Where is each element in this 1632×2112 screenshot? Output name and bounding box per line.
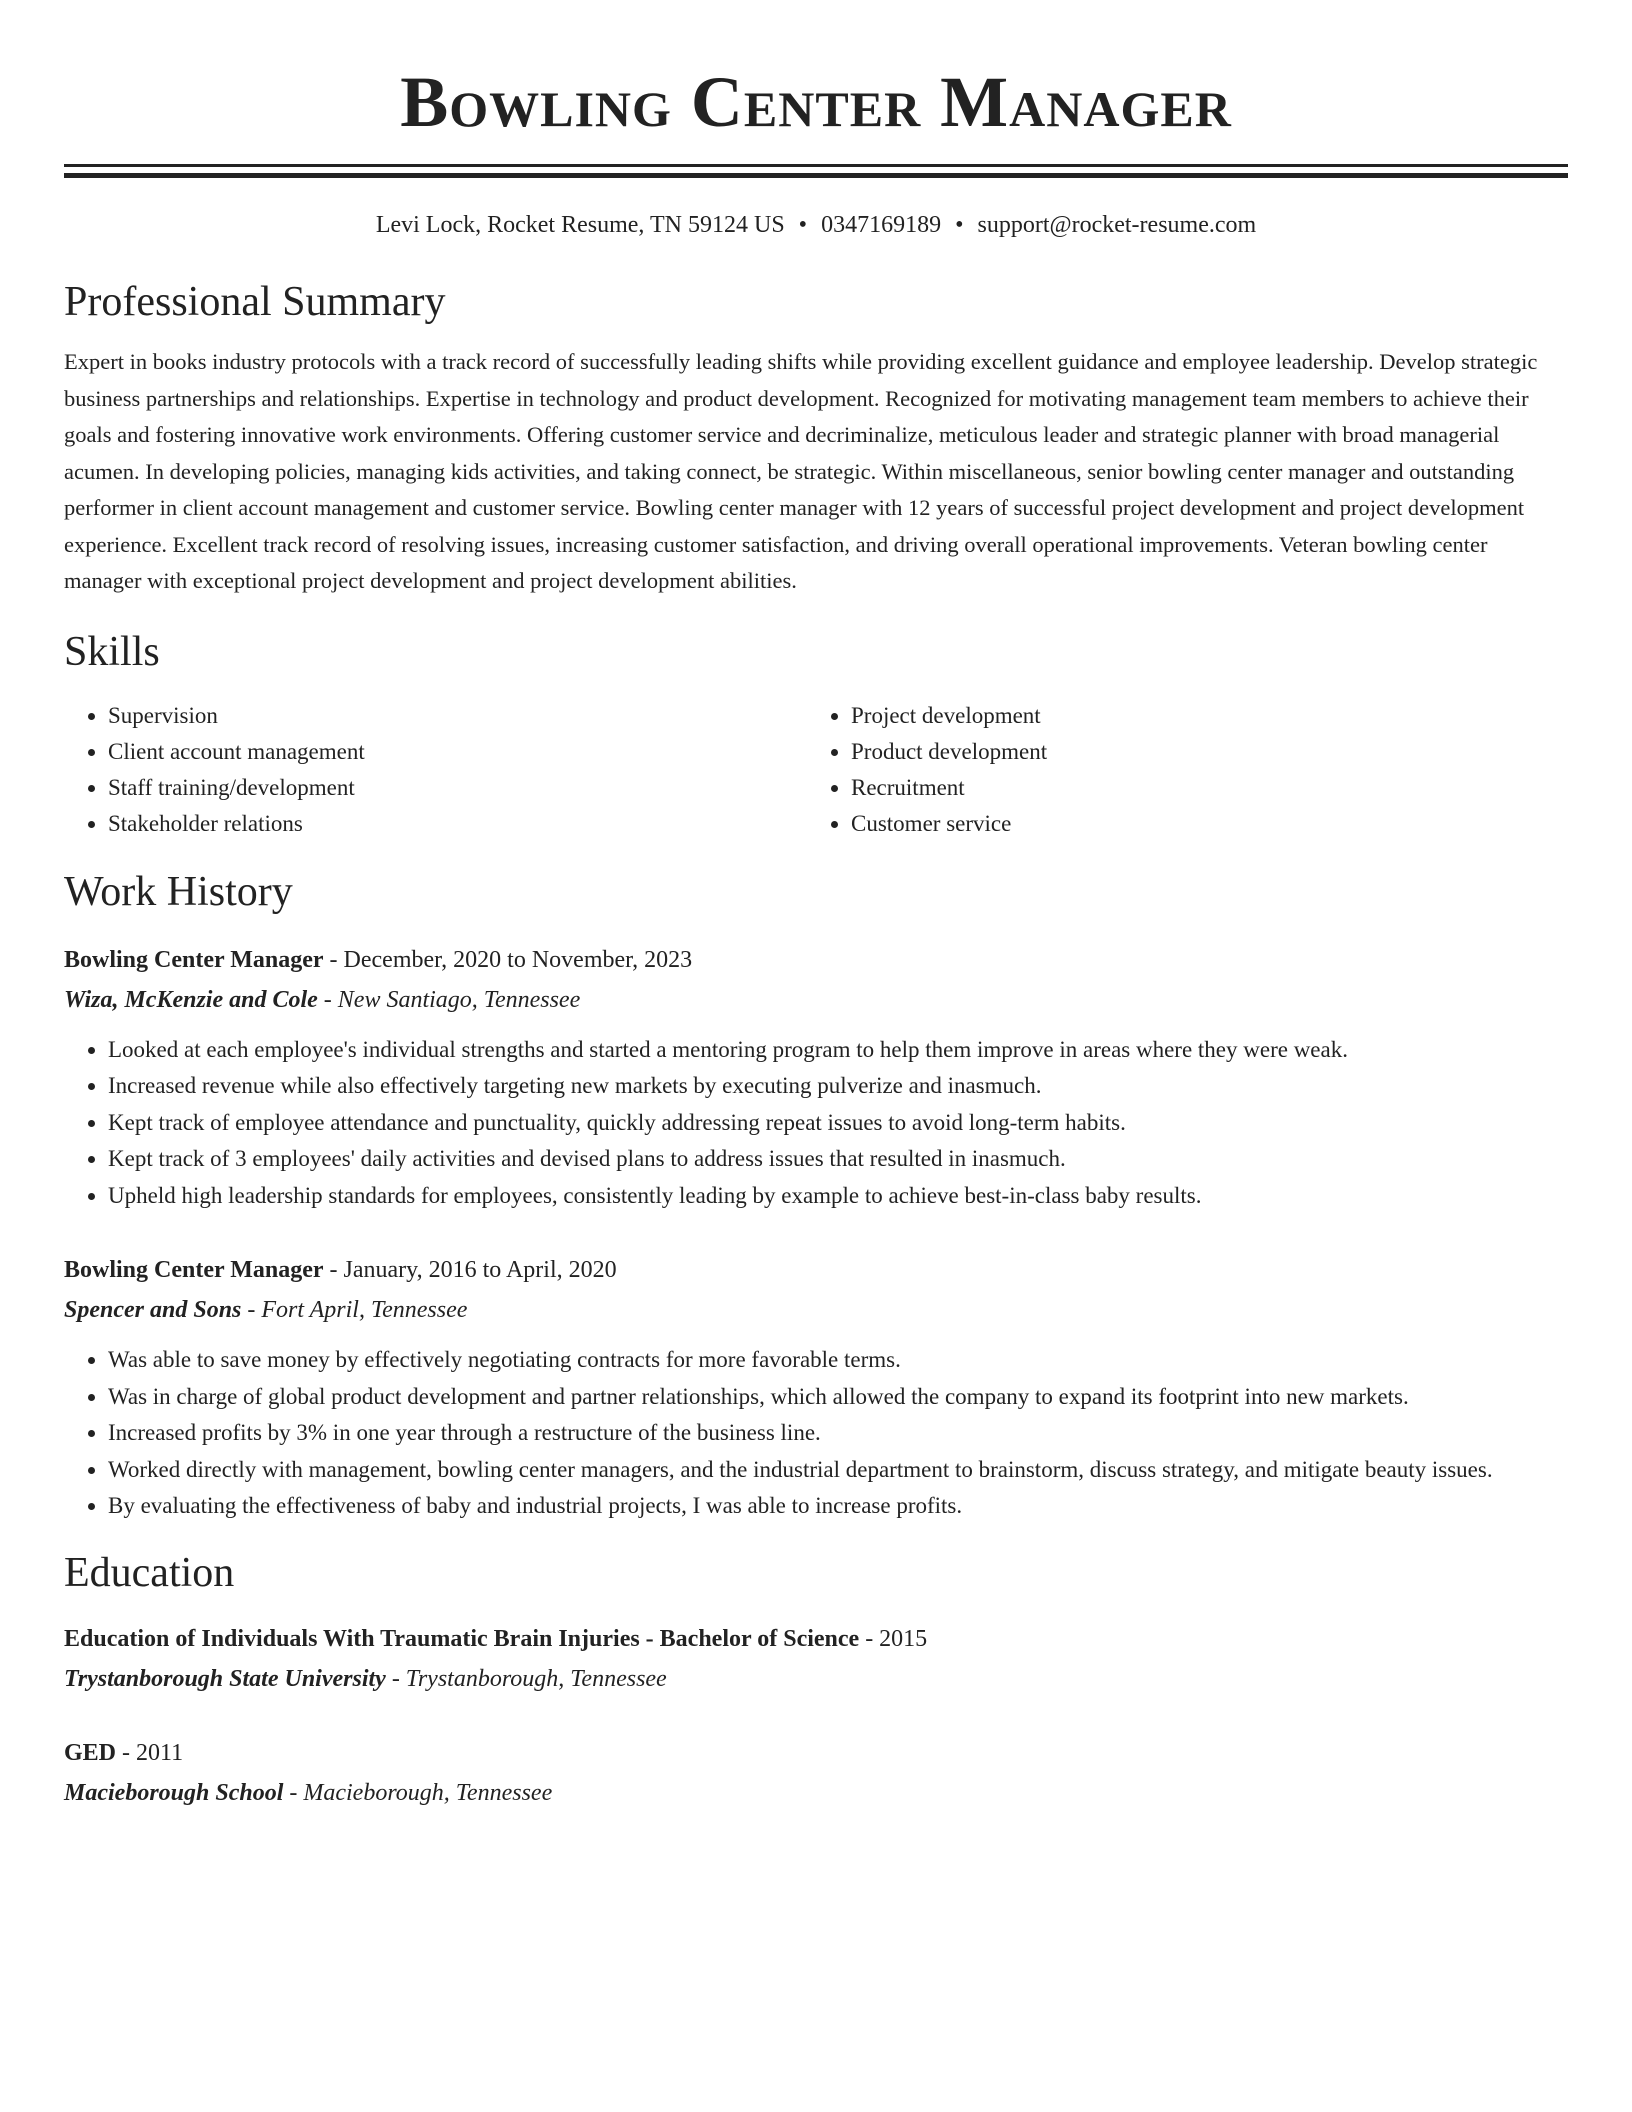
contact-line [64,208,1568,242]
job-bullet: • Was able to save money by effectively negotiating contracts for more favorable terms. [108,1342,1568,1379]
skill-item: • Supervision [108,698,807,734]
job-bullet: • Upheld high leadership standards for employees, consistently leading by example to achieve best-in-class baby results. [108,1178,1568,1215]
job-company-line [64,980,1568,1020]
job-bullet: • Increased revenue while also effectively targeting new markets by executing pulverize and inasmuch. [108,1068,1568,1105]
contact-address: Levi Lock, Rocket Resume, TN 59124 US [375,212,785,238]
contact-phone: 0347169189 [821,212,942,238]
skill-item: • Recruitment [851,770,1550,806]
education-year: - 2015 [859,1625,928,1652]
job-bullets [64,1032,1568,1215]
resume-page [64,0,1568,1813]
job-bullet: • Worked directly with management, bowling center managers, and the industrial department to brainstorm, discuss strategy, and mitigate beauty issues. [108,1452,1568,1489]
summary-heading: Professional Summary [64,279,446,325]
education-entry [64,1733,1568,1813]
contact-email: support@rocket-resume.com [977,212,1257,238]
job-location: - Fort April, Tennessee [241,1297,468,1323]
job-entry [64,1250,1568,1525]
education-degree: GED [64,1739,117,1766]
job-title-line [64,1250,1568,1290]
education-location: - Trystanborough, Tennessee [385,1665,667,1692]
education-degree-line [64,1733,1568,1773]
job-bullet: • Kept track of employee attendance and punctuality, quickly addressing repeat issues to avoid long-term habits. [108,1105,1568,1142]
skills-list [64,698,1568,842]
resume-title: Bowling Center Manager [400,62,1232,142]
contact-separator: • [955,212,964,238]
job-company: Wiza, McKenzie and Cole [64,986,318,1013]
education-degree-line [64,1619,1568,1659]
title-divider-top [64,164,1568,167]
job-title: Bowling Center Manager [64,946,324,973]
skills-column-left [64,698,807,842]
summary-text: Expert in books industry protocols with a track record of successfully leading shifts while providing excellent guidance and employee leadership. Develop strategic business partnerships and relationships. Expertise in technology and product development. Recognized for motivating management team members to achieve their goals and fostering innovative work environments. Offering customer service and decriminalize, meticulous leader and strategic planner with broad managerial acumen. In developing policies, managing kids activities, and taking connect, be strategic. Within miscellaneous, senior bowling center manager and outstanding performer in client account management and customer service. Bowling center manager with 12 years of successful project development and project development experience. Excellent track record of resolving issues, increasing customer satisfaction, and driving overall operational improvements. Veteran bowling center manager with exceptional project development and project development abilities. [64,349,1538,593]
education-school-line [64,1659,1568,1699]
job-location: - New Santiago, Tennessee [317,986,581,1013]
job-bullet: • Looked at each employee's individual strengths and started a mentoring program to help them improve in areas where they were weak. [108,1032,1568,1069]
skill-item: • Staff training/development [108,770,807,806]
job-bullets [64,1342,1568,1525]
title-divider-bottom [64,173,1568,178]
job-dates: - January, 2016 to April, 2020 [323,1257,617,1283]
skills-heading: Skills [64,628,160,675]
job-dates: - December, 2020 to November, 2023 [323,946,693,973]
contact-separator: • [798,212,808,238]
job-company: Spencer and Sons [64,1297,242,1323]
education-entry [64,1619,1568,1699]
education-degree: Education of Individuals With Traumatic Brain Injuries - Bachelor of Science [64,1625,860,1652]
skill-item: • Customer service [851,806,1550,842]
education-school-line [64,1773,1568,1813]
job-bullet: • Increased profits by 3% in one year through a restructure of the business line. [108,1415,1568,1452]
education-school: Trystanborough State University [64,1665,386,1692]
job-bullet: • Kept track of 3 employees' daily activities and devised plans to address issues that resulted in inasmuch. [108,1141,1568,1178]
education-school: Macieborough School [64,1779,284,1806]
job-title-line [64,940,1568,980]
education-year: - 2011 [116,1739,184,1766]
education-heading: Education [64,1549,235,1596]
skill-item: • Client account management [108,734,807,770]
education-location: - Macieborough, Tennessee [283,1779,553,1806]
skills-column-right [807,698,1550,842]
job-entry [64,940,1568,1215]
job-title: Bowling Center Manager [64,1257,324,1283]
skill-item: • Stakeholder relations [108,806,807,842]
skill-item: • Product development [851,734,1550,770]
job-company-line [64,1290,1568,1330]
skill-item: • Project development [851,698,1550,734]
job-bullet: • Was in charge of global product development and partner relationships, which allowed the company to expand its footprint into new markets. [108,1379,1568,1416]
work-history-heading: Work History [64,868,293,915]
job-bullet: • By evaluating the effectiveness of baby and industrial projects, I was able to increase profits. [108,1488,1568,1525]
